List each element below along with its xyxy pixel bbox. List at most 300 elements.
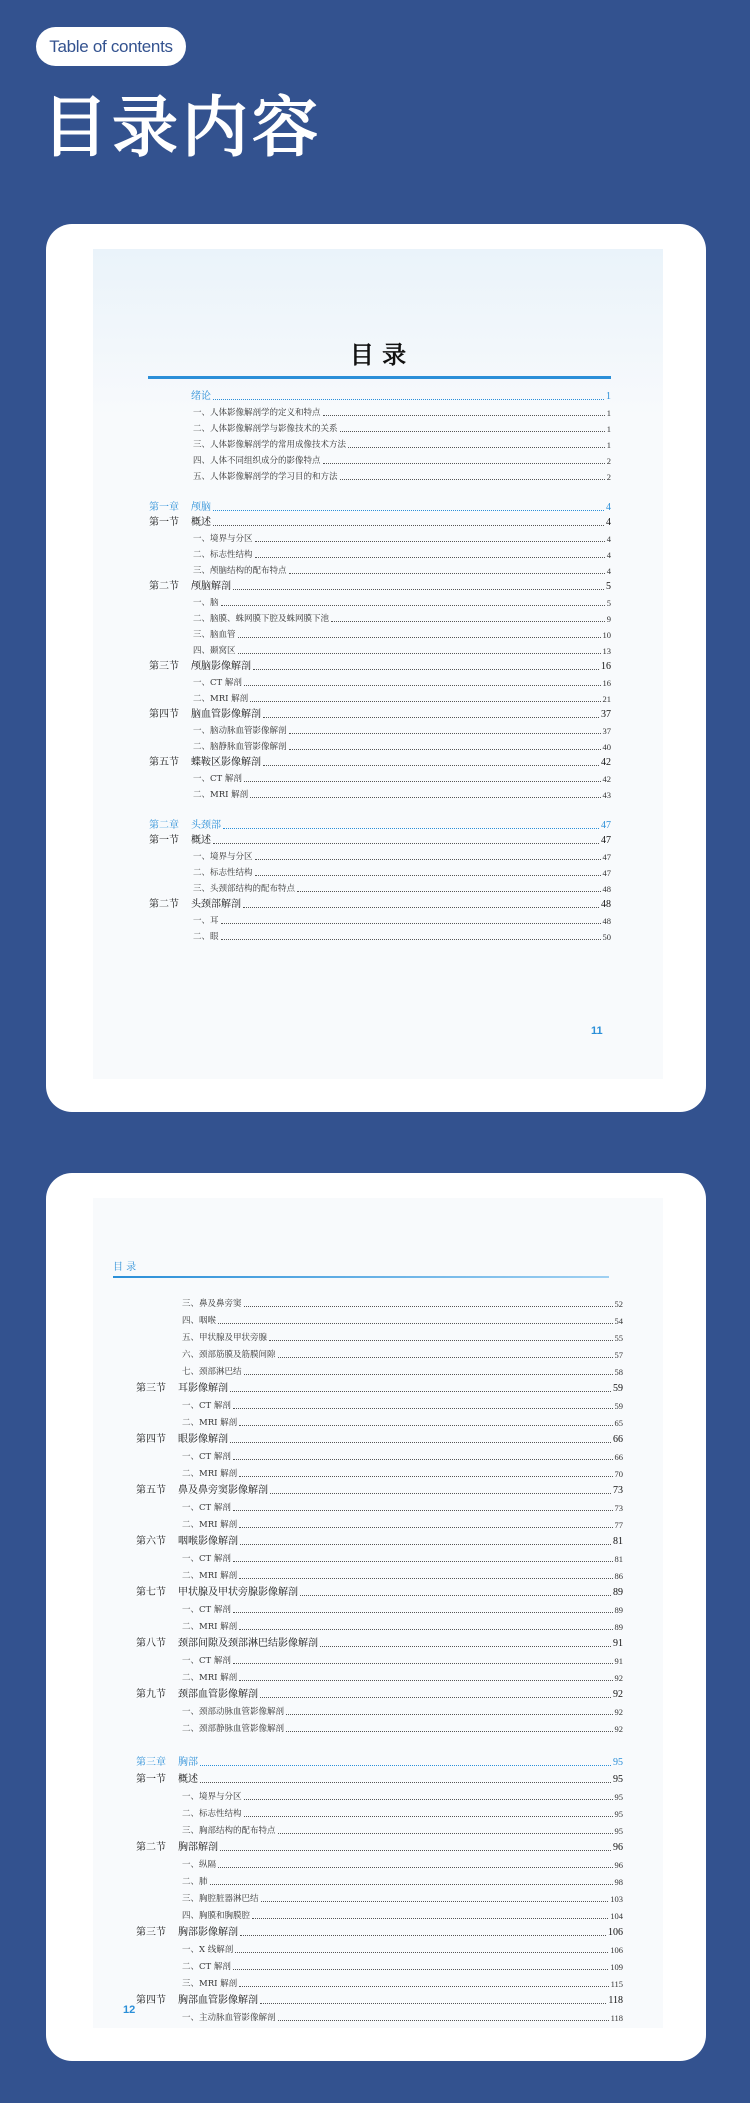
dot-leader [233, 589, 604, 590]
dot-leader [250, 701, 600, 702]
toc-entry-page: 66 [614, 1452, 623, 1462]
toc-entry-title: 二、MRI 解剖 [193, 790, 249, 800]
toc-entry-page: 1 [606, 424, 611, 434]
toc-entry-label: 第三节 [136, 1383, 166, 1394]
toc-entry [182, 1413, 623, 1429]
toc-entry [149, 831, 611, 847]
toc-entry-label: 第七节 [136, 1587, 166, 1598]
toc-entry-title: 耳影像解剖 [178, 1383, 228, 1394]
toc-entry [193, 561, 611, 577]
toc-entry-page: 4 [606, 566, 611, 576]
toc-entry [136, 1481, 623, 1497]
toc-entry [149, 753, 611, 769]
toc-entry-page: 40 [602, 742, 611, 752]
toc-entry [149, 498, 611, 514]
toc-entry-title: 甲状腺及甲状旁腺影像解剖 [178, 1587, 298, 1598]
dot-leader [289, 573, 605, 574]
toc-entry-label: 第一章 [149, 502, 179, 513]
toc-entry-title: 概述 [178, 1774, 198, 1785]
dot-leader [239, 1680, 612, 1681]
toc-entry-title: 胸部影像解剖 [178, 1927, 238, 1938]
toc-entry [149, 895, 611, 911]
dot-leader [238, 637, 601, 638]
dot-leader [213, 510, 604, 511]
toc-entry [182, 1719, 623, 1735]
toc-entry [182, 1617, 623, 1633]
dot-leader [243, 907, 599, 908]
dot-leader [340, 431, 605, 432]
toc-entry-page: 48 [602, 916, 611, 926]
toc-entry-title: 胸部血管影像解剖 [178, 1995, 258, 2006]
toc-entry [136, 1923, 623, 1939]
toc-entry-title: 一、人体影像解剖学的定义和特点 [193, 408, 321, 418]
toc-entry-title: 七、颈部淋巴结 [182, 1367, 242, 1377]
dot-leader [221, 605, 605, 606]
toc-page-1 [93, 249, 663, 1079]
dot-leader [260, 2003, 606, 2004]
toc-entry-title: 颅脑 [191, 502, 211, 513]
dot-leader [255, 557, 605, 558]
toc-entry-page: 50 [602, 932, 611, 942]
toc-entry-title: 二、MRI 解剖 [182, 1469, 238, 1479]
toc-entry-title: 三、胸腔脏器淋巴结 [182, 1894, 259, 1904]
toc-entry [193, 737, 611, 753]
toc-entry-page: 57 [614, 1350, 623, 1360]
toc-page-card-2 [46, 1173, 706, 2061]
dot-leader [235, 1952, 608, 1953]
dot-leader [200, 1765, 611, 1766]
toc-entry-label: 第五节 [149, 757, 179, 768]
toc-entry-title: 五、人体影像解剖学的学习目的和方法 [193, 472, 338, 482]
toc-entry-label: 第二节 [149, 581, 179, 592]
toc-entry [182, 1498, 623, 1514]
toc-entry-page: 58 [614, 1367, 623, 1377]
toc-entry-title: 脑血管影像解剖 [191, 709, 261, 720]
toc-entry-page: 118 [610, 2013, 623, 2023]
dot-leader [289, 749, 601, 750]
toc-entry [182, 1855, 623, 1871]
toc-entry-page: 96 [613, 1842, 623, 1853]
dot-leader [239, 1629, 612, 1630]
toc-entry [193, 435, 611, 451]
toc-entry-label: 第二节 [149, 899, 179, 910]
toc-entry-page: 2 [606, 456, 611, 466]
toc-entry-title: 一、CT 解剖 [182, 1452, 231, 1462]
toc-entry-title: 二、CT 解剖 [182, 1962, 231, 1972]
dot-leader [244, 685, 601, 686]
dot-leader [218, 1323, 612, 1324]
toc-entry-title: 二、MRI 解剖 [182, 1571, 238, 1581]
toc-entry-page: 66 [613, 1434, 623, 1445]
toc-entry-title: 一、脑动脉血管影像解剖 [193, 726, 287, 736]
dot-leader [213, 525, 604, 526]
toc-entry [136, 1770, 623, 1786]
toc-entry-label: 第一节 [149, 835, 179, 846]
toc-entry-title: 一、境界与分区 [193, 534, 253, 544]
toc-entry-label: 第一节 [136, 1774, 166, 1785]
toc-entry-page: 95 [614, 1826, 623, 1836]
toc-entry-title: 颅脑影像解剖 [191, 661, 251, 672]
dot-leader [300, 1595, 611, 1596]
running-header: 目 录 [113, 1262, 137, 1273]
toc-entry-page: 95 [613, 1757, 623, 1768]
dot-leader [340, 479, 605, 480]
toc-entry-title: 鼻及鼻旁窦影像解剖 [178, 1485, 268, 1496]
page-number: 12 [123, 2004, 136, 2016]
toc-entry-page: 109 [610, 1962, 623, 1972]
toc-entry-title: 三、头颈部结构的配布特点 [193, 884, 296, 894]
dot-leader [213, 399, 604, 400]
toc-entry-title: 一、CT 解剖 [182, 1401, 231, 1411]
toc-entry [136, 1430, 623, 1446]
dot-leader [220, 1850, 611, 1851]
toc-entry [136, 1991, 623, 2007]
toc-entry [182, 1294, 623, 1310]
toc-entry [182, 1345, 623, 1361]
dot-leader [233, 1969, 608, 1970]
toc-entry-page: 73 [613, 1485, 623, 1496]
toc-entry-page: 89 [613, 1587, 623, 1598]
dot-leader [323, 415, 605, 416]
dot-leader [261, 1901, 609, 1902]
dot-leader [230, 1391, 611, 1392]
toc-entry-label: 第三节 [149, 661, 179, 672]
page-number: 11 [591, 1025, 603, 1037]
dot-leader [252, 1918, 608, 1919]
dot-leader [278, 1833, 613, 1834]
toc-entry-page: 104 [610, 1911, 623, 1921]
toc-entry-page: 4 [606, 550, 611, 560]
running-header-rule [113, 1276, 609, 1278]
toc-entry [136, 1532, 623, 1548]
toc-entry [182, 1311, 623, 1327]
toc-entry [182, 1821, 623, 1837]
toc-entry [193, 545, 611, 561]
toc-entry-page: 92 [614, 1724, 623, 1734]
toc-entry-page: 21 [602, 694, 611, 704]
toc-entry-page: 47 [602, 868, 611, 878]
toc-entry-page: 92 [613, 1689, 623, 1700]
toc-entry [193, 673, 611, 689]
toc-entry [182, 1974, 623, 1990]
toc-entry-page: 115 [610, 1979, 623, 1989]
dot-leader [240, 1935, 606, 1936]
toc-entry-title: 二、标志性结构 [193, 868, 253, 878]
toc-entry-title: 颈部血管影像解剖 [178, 1689, 258, 1700]
toc-entry [193, 593, 611, 609]
dot-leader [244, 781, 601, 782]
dot-leader [210, 1884, 613, 1885]
toc-entry-page: 95 [613, 1774, 623, 1785]
toc-entry-title: 四、咽喉 [182, 1316, 217, 1326]
toc-entry-title: 一、X 线解剖 [182, 1945, 234, 1955]
toc-entry-title: 眼影像解剖 [178, 1434, 228, 1445]
toc-entry [182, 1940, 623, 1956]
toc-entry-title: 一、纵隔 [182, 1860, 217, 1870]
toc-entry-page: 47 [602, 852, 611, 862]
toc-entry [193, 403, 611, 419]
dot-leader [255, 859, 601, 860]
dot-leader [239, 1425, 612, 1426]
toc-entry-page: 1 [606, 408, 611, 418]
dot-leader [233, 1561, 613, 1562]
toc-entry-page: 43 [602, 790, 611, 800]
toc-entry [182, 1804, 623, 1820]
toc-entry [136, 1583, 623, 1599]
toc-entry-title: 一、境界与分区 [193, 852, 253, 862]
dot-leader [260, 1697, 611, 1698]
toc-entry [149, 577, 611, 593]
dot-leader [244, 1799, 613, 1800]
dot-leader [200, 1782, 611, 1783]
toc-entry [136, 1379, 623, 1395]
toc-entry-title: 一、颈部动脉血管影像解剖 [182, 1707, 285, 1717]
toc-entry-title: 一、CT 解剖 [182, 1656, 231, 1666]
toc-entry-title: 二、标志性结构 [193, 550, 253, 560]
dot-leader [239, 1578, 612, 1579]
toc-entry [149, 705, 611, 721]
dot-leader [286, 1714, 612, 1715]
dot-leader [244, 1306, 613, 1307]
toc-entry-label: 第二节 [136, 1842, 166, 1853]
toc-entry-title: 一、CT 解剖 [193, 774, 242, 784]
toc-entry [149, 657, 611, 673]
toc-entry-page: 91 [613, 1638, 623, 1649]
page-title: 目录内容 [42, 89, 322, 166]
toc-entry-label: 第二章 [149, 820, 179, 831]
toc-entry-label: 第一节 [149, 517, 179, 528]
toc-entry [136, 1838, 623, 1854]
dot-leader [263, 765, 599, 766]
toc-entry-label: 第四节 [136, 1434, 166, 1445]
toc-entry [182, 1566, 623, 1582]
toc-entry-page: 70 [614, 1469, 623, 1479]
toc-entry [182, 1668, 623, 1684]
toc-entry-page: 92 [614, 1673, 623, 1683]
toc-entry-title: 五、甲状腺及甲状旁腺 [182, 1333, 268, 1343]
toc-entry [182, 1396, 623, 1412]
toc-entry [193, 467, 611, 483]
dot-leader [289, 733, 601, 734]
dot-leader [250, 797, 600, 798]
toc-entry-title: 一、CT 解剖 [182, 1554, 231, 1564]
toc-entry-title: 三、颅脑结构的配布特点 [193, 566, 287, 576]
dot-leader [320, 1646, 611, 1647]
toc-entry-page: 98 [614, 1877, 623, 1887]
toc-entry-page: 65 [614, 1418, 623, 1428]
toc-entry-page: 2 [606, 472, 611, 482]
dot-leader [269, 1340, 612, 1341]
toc-entry [182, 1515, 623, 1531]
dot-leader [230, 1442, 611, 1443]
toc-entry [182, 1651, 623, 1667]
toc-entry [182, 1872, 623, 1888]
toc-entry-page: 10 [602, 630, 611, 640]
toc-entry-page: 4 [606, 517, 611, 528]
toc-entry-label: 第四节 [136, 1995, 166, 2006]
toc-entry [193, 785, 611, 801]
toc-entry-page: 52 [614, 1299, 623, 1309]
toc-entry-page: 89 [614, 1605, 623, 1615]
toc-entry [149, 387, 611, 403]
toc-entry-page: 81 [613, 1536, 623, 1547]
toc-entry [193, 451, 611, 467]
table-of-contents-badge: Table of contents [36, 27, 186, 66]
toc-entry-title: 二、MRI 解剖 [182, 1673, 238, 1683]
toc-entry-title: 四、颞窝区 [193, 646, 236, 656]
toc-entry-page: 73 [614, 1503, 623, 1513]
toc-page-card-1 [46, 224, 706, 1112]
toc-entry [182, 1787, 623, 1803]
toc-entry-title: 二、标志性结构 [182, 1809, 242, 1819]
toc-entry [182, 1447, 623, 1463]
toc-entry-page: 59 [614, 1401, 623, 1411]
toc-entry [182, 1362, 623, 1378]
toc-entry [182, 1702, 623, 1718]
toc-entry-title: 一、境界与分区 [182, 1792, 242, 1802]
dot-leader [239, 1986, 608, 1987]
toc-entry-label: 第五节 [136, 1485, 166, 1496]
toc-entry-title: 一、脑 [193, 598, 219, 608]
toc-entry-page: 77 [614, 1520, 623, 1530]
dot-leader [278, 1357, 613, 1358]
toc-entry [193, 625, 611, 641]
dot-leader [263, 717, 599, 718]
toc-entry-label: 第六节 [136, 1536, 166, 1547]
toc-entry [193, 879, 611, 895]
toc-entry-title: 绪论 [191, 391, 211, 402]
dot-leader [213, 843, 599, 844]
toc-entry-page: 37 [602, 726, 611, 736]
toc-entry-title: 三、胸部结构的配布特点 [182, 1826, 276, 1836]
toc-entry-title: 三、MRI 解剖 [182, 1979, 238, 1989]
toc-entry-page: 106 [610, 1945, 623, 1955]
toc-entry-page: 37 [601, 709, 611, 720]
toc-entry-title: 四、人体不同组织成分的影像特点 [193, 456, 321, 466]
toc-entry [193, 529, 611, 545]
toc-entry [149, 513, 611, 529]
dot-leader [233, 1459, 613, 1460]
dot-leader [233, 1663, 613, 1664]
toc-entry-title: 二、MRI 解剖 [182, 1520, 238, 1530]
toc-entry-title: 二、人体影像解剖学与影像技术的关系 [193, 424, 338, 434]
toc-entry-page: 91 [614, 1656, 623, 1666]
toc-entry-page: 96 [614, 1860, 623, 1870]
toc-entry-title: 二、颈部静脉血管影像解剖 [182, 1724, 285, 1734]
dot-leader [253, 669, 599, 670]
toc-entry [149, 816, 611, 832]
toc-entry-page: 4 [606, 534, 611, 544]
dot-leader [238, 653, 601, 654]
dot-leader [233, 1510, 613, 1511]
toc-entry [136, 1685, 623, 1701]
toc-entry-label: 第八节 [136, 1638, 166, 1649]
toc-entry-title: 二、眼 [193, 932, 219, 942]
toc-entry-page: 95 [614, 1792, 623, 1802]
toc-entry-page: 89 [614, 1622, 623, 1632]
toc-entry-page: 86 [614, 1571, 623, 1581]
toc-entry-title: 四、胸膜和胸膜腔 [182, 1911, 251, 1921]
toc-entry-page: 4 [606, 502, 611, 513]
toc-entry-page: 47 [601, 835, 611, 846]
toc-entry-title: 三、脑血管 [193, 630, 236, 640]
toc-entry-label: 第九节 [136, 1689, 166, 1700]
dot-leader [244, 1374, 613, 1375]
toc-entry-title: 一、主动脉血管影像解剖 [182, 2013, 276, 2023]
toc-entry [182, 1957, 623, 1973]
toc-entry [182, 1889, 623, 1905]
toc-entry-page: 106 [608, 1927, 623, 1938]
toc-entry-title: 一、CT 解剖 [182, 1605, 231, 1615]
dot-leader [233, 1408, 613, 1409]
toc-entry-page: 48 [602, 884, 611, 894]
toc-entry-page: 42 [601, 757, 611, 768]
toc-entry-page: 1 [606, 391, 611, 402]
toc-entry-page: 54 [614, 1316, 623, 1326]
toc-entry [182, 1464, 623, 1480]
toc-entry-page: 16 [601, 661, 611, 672]
toc-entry-title: 蝶鞍区影像解剖 [191, 757, 261, 768]
toc-entry-page: 16 [602, 678, 611, 688]
toc-heading: 目 录 [349, 341, 407, 369]
toc-entry [182, 1549, 623, 1565]
dot-leader [348, 447, 605, 448]
dot-leader [239, 1527, 612, 1528]
toc-entry-title: 六、颈部筋膜及筋膜间隙 [182, 1350, 276, 1360]
toc-entry [193, 609, 611, 625]
dot-leader [297, 891, 600, 892]
toc-entry-page: 92 [614, 1707, 623, 1717]
toc-entry-title: 二、MRI 解剖 [182, 1418, 238, 1428]
dot-leader [331, 621, 605, 622]
dot-leader [233, 1612, 613, 1613]
toc-entry [193, 911, 611, 927]
toc-entry-title: 咽喉影像解剖 [178, 1536, 238, 1547]
toc-entry [182, 1906, 623, 1922]
dot-leader [239, 1476, 612, 1477]
toc-entry-page: 5 [606, 598, 611, 608]
dot-leader [244, 1816, 613, 1817]
toc-entry-title: 胸部 [178, 1757, 198, 1768]
toc-entry [193, 769, 611, 785]
toc-entry-label: 第四节 [149, 709, 179, 720]
toc-entry-page: 81 [614, 1554, 623, 1564]
toc-entry [182, 1600, 623, 1616]
toc-entry [193, 721, 611, 737]
toc-entry-page: 95 [614, 1809, 623, 1819]
toc-entry-title: 头颈部 [191, 820, 221, 831]
toc-entry-page: 5 [606, 581, 611, 592]
dot-leader [223, 828, 599, 829]
toc-entry [182, 2008, 623, 2024]
dot-leader [218, 1867, 612, 1868]
toc-entry-title: 概述 [191, 517, 211, 528]
dot-leader [255, 875, 601, 876]
toc-entry-page: 48 [601, 899, 611, 910]
dot-leader [255, 541, 605, 542]
toc-entry-page: 59 [613, 1383, 623, 1394]
toc-entry-title: 二、脑膜、蛛网膜下腔及蛛网膜下池 [193, 614, 330, 624]
heading-rule [148, 376, 611, 379]
toc-entry [136, 1753, 623, 1769]
toc-entry-page: 9 [606, 614, 611, 624]
toc-entry-title: 三、鼻及鼻旁窦 [182, 1299, 242, 1309]
toc-entry-page: 103 [610, 1894, 623, 1904]
toc-entry-title: 二、MRI 解剖 [193, 694, 249, 704]
toc-entry-label: 第三节 [136, 1927, 166, 1938]
toc-entry-title: 一、耳 [193, 916, 219, 926]
toc-entry-label: 第三章 [136, 1757, 166, 1768]
